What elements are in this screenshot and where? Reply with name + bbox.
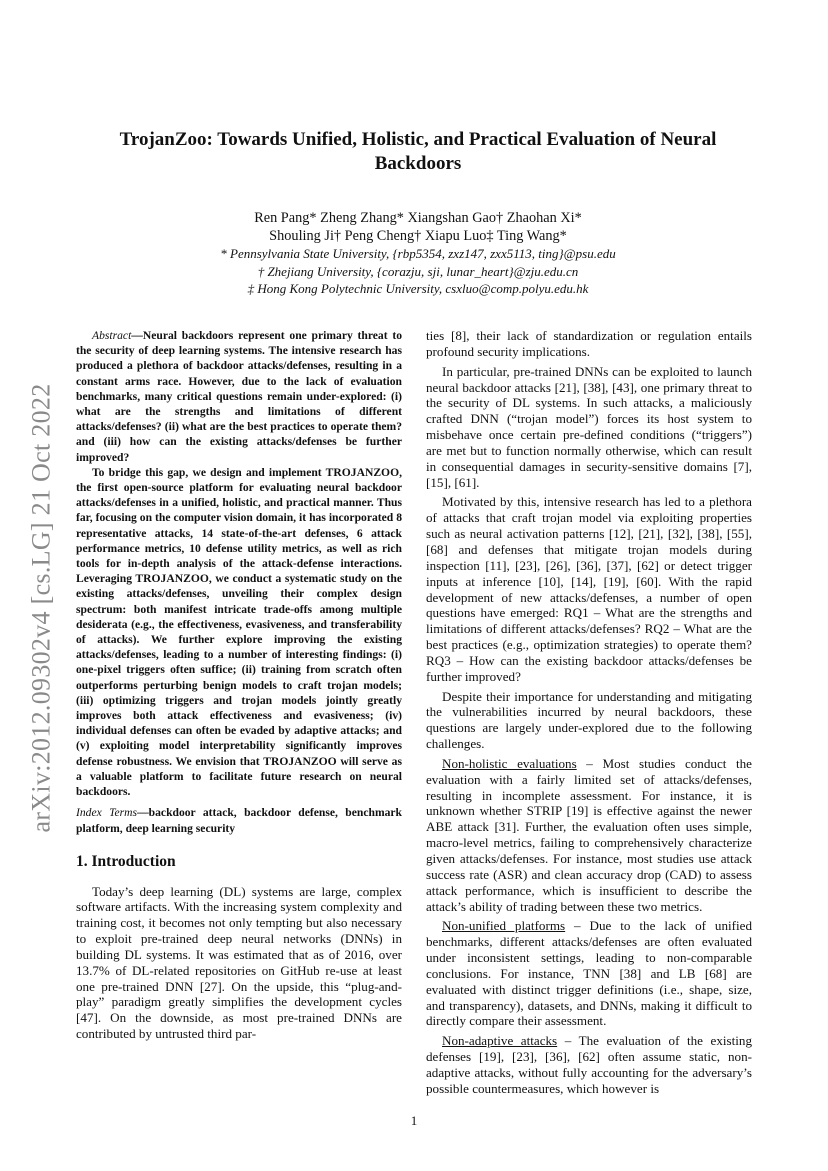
- index-terms-text: —backdoor attack, backdoor defense, benchmark platform, deep learning security: [76, 806, 402, 835]
- non-adaptive-text: – The evaluation of the existing defenses [19], [23], [36], [62] often assume static, non-adaptive attacks, without fully accounting for the adversary’s possible countermeasures, which however is: [426, 1033, 753, 1096]
- non-unified-text: – Due to the lack of unified benchmarks, different attacks/defenses are often evaluated under inconsistent settings, leading to non-comparable conclusions. For instance, TNN [38] and LB [68] are evaluated with distinct trigger definitions (i.e., shape, size, and transparency), datasets, and DNNs, making it difficult to directly compare their assessment.: [426, 918, 752, 1029]
- arxiv-id-text: arXiv:2012.09302v4 [cs.LG] 21 Oct 2022: [26, 383, 55, 832]
- affiliation-1: * Pennsylvania State University, {rbp5354, zxz147, zxx5113, ting}@psu.edu: [220, 246, 616, 261]
- non-unified-label: Non-unified platforms: [442, 918, 566, 934]
- right-column: [426, 328, 752, 1097]
- right-paragraph-4: [426, 756, 752, 914]
- right-paragraph-6: [426, 1033, 752, 1096]
- right-paragraph-3: Despite their importance for understanding and mitigating the vulnerabilities incurred by neural backdoors, these questions are largely under-explored due to the following challenges.: [426, 688, 752, 752]
- non-adaptive-label: Non-adaptive attacks: [442, 1033, 558, 1049]
- affiliation-3: ‡ Hong Kong Polytechnic University, csxluo@comp.polyu.edu.hk: [247, 281, 589, 296]
- abstract-paragraph-2: To bridge this gap, we design and implement TROJANZOO, the first open-source platform for evaluating neural backdoor attacks/defenses in a unified, holistic, and practical manner. Thus far, focusing on the computer vision domain, it has incorporated 8 representative attacks, 14 state-of-the-art defenses, 6 attack performance metrics, 10 defense utility metrics, as well as rich tools for in-depth analysis of the attack-defense interactions. Leveraging TROJANZOO, we conduct a systematic study on the existing attacks/defenses, unveiling their complex design spectrum: both manifest intricate trade-offs among multiple desiderata (e.g., the effectiveness, evasiveness, and transferability of attacks). We further explore improving the existing attacks/defenses, leading to a number of interesting findings: (i) one-pixel triggers often suffice; (ii) training from scratch often outperforms perturbing benign models to craft trojan models; (iii) optimizing triggers and trojan models jointly greatly improves both attack effectiveness and evasiveness; (iv) individual defenses can often be evaded by adaptive attacks; and (v) exploiting model interpretability significantly improves defense robustness. We envision that TROJANZOO will serve as a valuable platform to facilitate future research on neural backdoors.: [76, 465, 402, 799]
- affiliation-2: † Zhejiang University, {corazju, sji, lunar_heart}@zju.edu.cn: [257, 263, 579, 279]
- non-holistic-text: – Most studies conduct the evaluation with a fairly limited set of attacks/defenses, resulting in incomplete assessment. For instance, it is unknown whether STRIP [19] is effective against the newer ABE attack [31]. Further, the evaluation often uses simple, macro-level metrics, failing to comprehensively characterize given attacks/defenses. For instance, most studies use attack success rate (ASR) and clean accuracy drop (CAD) to assess attack performance, which is insufficient to describe the attack’s ability of trading between these two metrics.: [426, 755, 752, 914]
- right-paragraph-1: In particular, pre-trained DNNs can be exploited to launch neural backdoor attacks [21], [38], [43], one primary threat to the security of DL systems. In such attacks, a maliciously crafted DNN (“trojan model”) forces its host system to misbehave once certain pre-defined conditions (“triggers”) are met but to function normally otherwise, which can result in consequential damages in security-sensitive domains [7], [15], [61].: [426, 363, 752, 490]
- page-number: 1: [410, 1113, 418, 1128]
- intro-paragraph-1: Today’s deep learning (DL) systems are large, complex software artifacts. With the increasing system complexity and training cost, it becomes not only tempting but also necessary to exploit pre-trained deep neural networks (DNNs) in building DL systems. It was estimated that as of 2016, over 13.7% of DL-related repositories on GitHub re-use at least one pre-trained DNN [27]. On the upside, this “plug-and-play” paradigm greatly simplifies the development cycles [47]. On the downside, as most pre-trained DNNs are contributed by untrusted third par-: [76, 883, 402, 1042]
- authors-line-1: Ren Pang* Zheng Zhang* Xiangshan Gao† Zhaohan Xi*: [254, 210, 582, 226]
- right-paragraph-0: ties [8], their lack of standardization or regulation entails profound security implications.: [426, 328, 752, 359]
- abstract: [76, 328, 402, 799]
- authors-line-2: Shouling Ji† Peng Cheng† Xiapu Luo‡ Ting Wang*: [269, 227, 567, 244]
- section-heading-introduction: 1. Introduction: [76, 852, 176, 870]
- author-block: [90, 210, 746, 298]
- non-holistic-label: Non-holistic evaluations: [442, 755, 577, 771]
- arxiv-identifier: [16, 365, 66, 850]
- paper-title: TrojanZoo: Towards Unified, Holistic, and Practical Evaluation of Neural Backdoors: [119, 129, 717, 174]
- abstract-label: Abstract: [92, 329, 132, 342]
- index-terms-label: Index Terms: [76, 806, 138, 820]
- right-paragraph-5: [426, 918, 752, 1029]
- abstract-text-1: —Neural backdoors represent one primary threat to the security of deep learning systems. The intensive research has produced a plethora of backdoor attacks/defenses, resulting in a constant arms race. However, due to the lack of evaluation benchmarks, many critical questions remain under-explored: (i) what are the strengths and limitations of different attacks/defenses? (ii) what are the best practices to operate them? and (iii) how can the existing attacks/defenses be further improved?: [76, 329, 402, 464]
- index-terms: [76, 805, 402, 835]
- left-column: [76, 328, 402, 1042]
- abstract-paragraph-1: [76, 328, 402, 465]
- right-paragraph-2: Motivated by this, intensive research has led to a plethora of attacks that craft trojan model via exploiting properties such as neural activation patterns [12], [21], [32], [38], [55], [68] and defenses that mitigate trojan models during inspection [11], [23], [26], [36], [37], [62] or detect trigger inputs at inference [10], [14], [19], [60]. With the rapid development of new attacks/defenses, a number of open questions have emerged: RQ1 – What are the strengths and limitations of different attacks/defenses? RQ2 – What are the best practices (e.g., optimization strategies) to operate them? RQ3 – How can the existing backdoor attacks/defenses be further improved?: [426, 494, 752, 684]
